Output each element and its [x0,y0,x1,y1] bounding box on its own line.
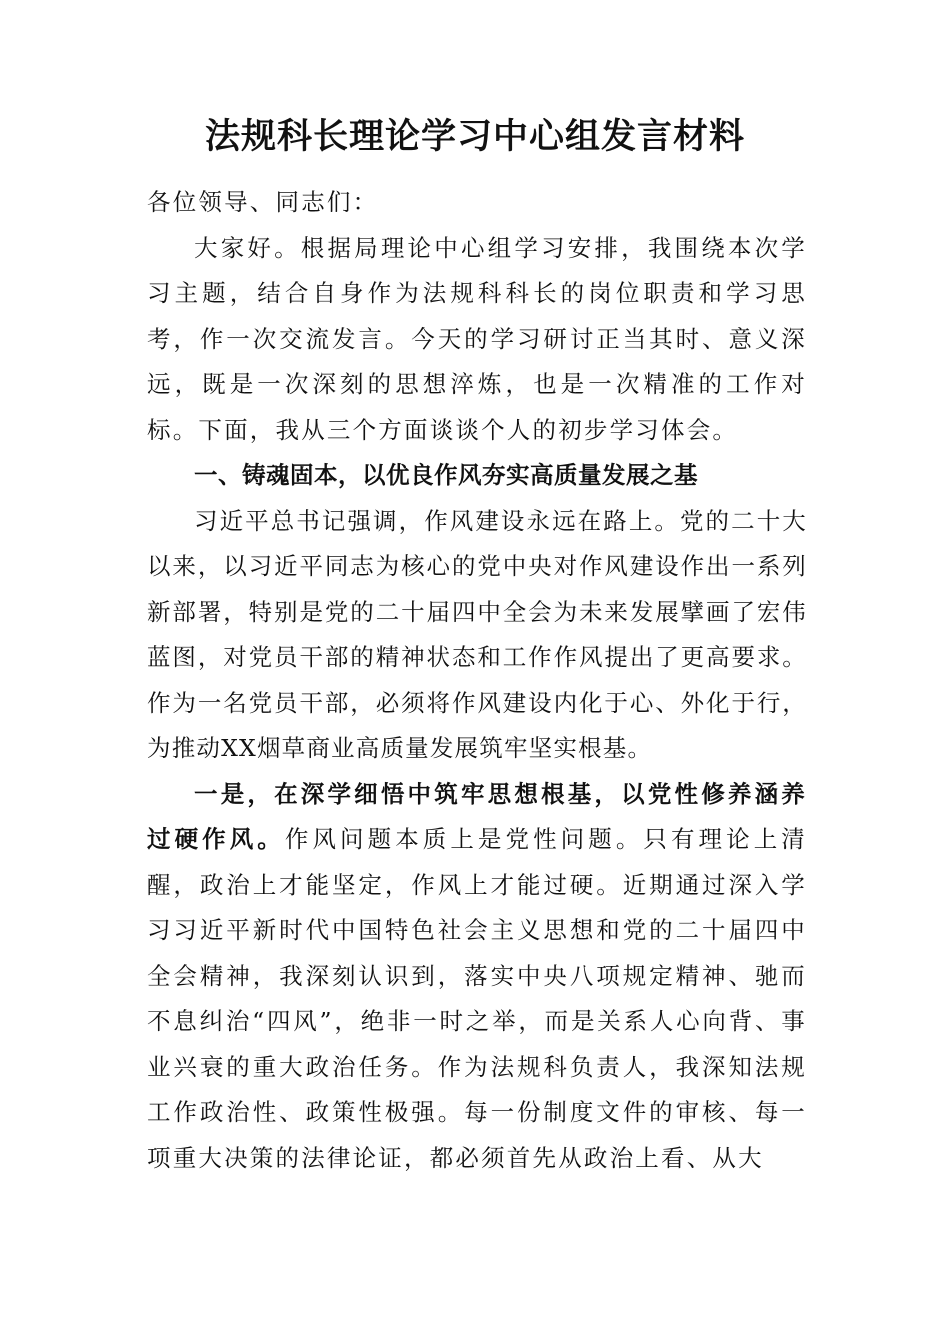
point-1-body: 作风问题本质上是党性问题。只有理论上清醒，政治上才能坚定，作风上才能过硬。近期通过深入学习习近平新时代中国特色社会主义思想和党的二十届四中全会精神，我深刻认识到，落实中央八项规定精神、驰而不息纠治“四风”，绝非一时之举，而是关系人心向背、事业兴衰的重大政治任务。作为法规科负责人，我深知法规工作政治性、政策性极强。每一份制度文件的审核、每一项重大决策的法律论证，都必须首先从政治上看、从大 [147,825,807,1172]
section-1-paragraph: 习近平总书记强调，作风建设永远在路上。党的二十大以来，以习近平同志为核心的党中央对作风建设作出一系列新部署，特别是党的二十届四中全会为未来发展擘画了宏伟蓝图，对党员干部的精神状态和工作作风提出了更高要求。作为一名党员干部，必须将作风建设内化于心、外化于行，为推动XX烟草商业高质量发展筑牢坚实根基。 [147,506,807,762]
point-1-lead: 一是，在深学细悟中筑牢思想根基，以党性修养涵养过硬作风。 [147,779,807,853]
intro-paragraph: 大家好。根据局理论中心组学习安排，我围绕本次学习主题，结合自身作为法规科科长的岗位职责和学习思考，作一次交流发言。今天的学习研讨正当其时、意义深远，既是一次深刻的思想淬炼，也是一次精准的工作对标。下面，我从三个方面谈谈个人的初步学习体会。 [147,233,807,444]
section-heading-1: 一、铸魂固本，以优良作风夯实高质量发展之基 [194,461,698,489]
point-1-paragraph [147,772,807,1182]
salutation: 各位领导、同志们： [147,188,379,216]
document-title: 法规科长理论学习中心组发言材料 [204,116,745,157]
document-body [147,180,807,1181]
